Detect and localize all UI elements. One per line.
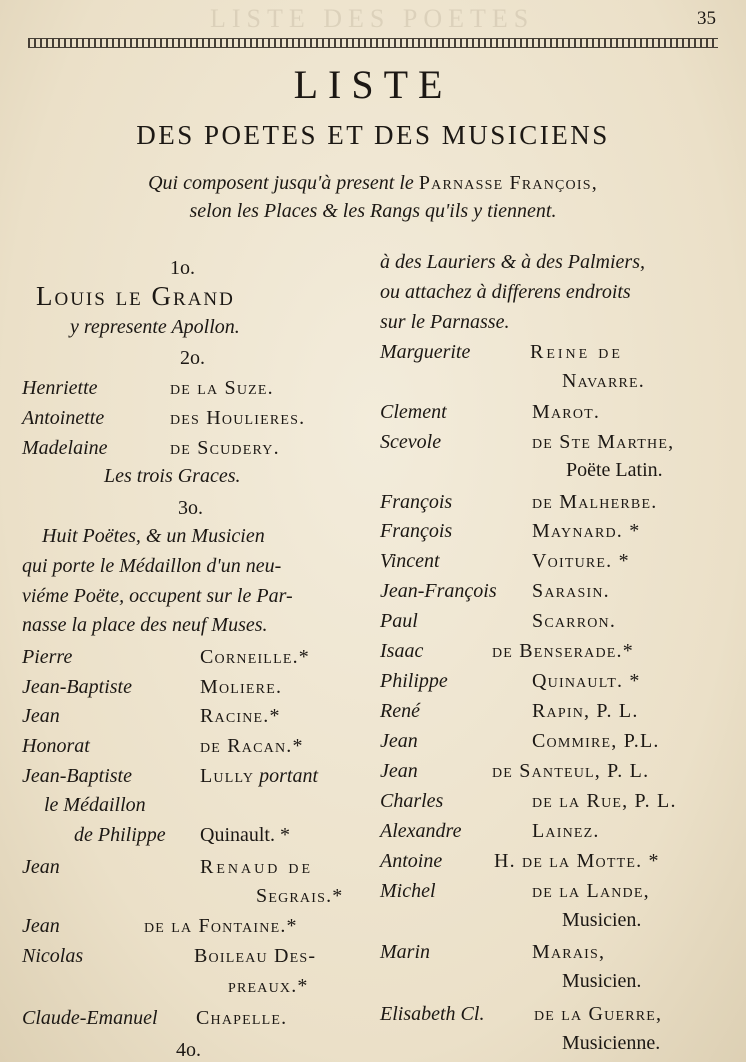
first-name: René [380, 700, 420, 722]
last-name: Marot. [532, 401, 601, 423]
first-name: Paul [380, 610, 418, 632]
last-name: de Santeul, P. L. [492, 760, 650, 782]
first-name: François [380, 520, 453, 542]
first-name: Jean [22, 856, 60, 878]
section-number-2: 2o. [180, 347, 205, 369]
first-name: Elisabeth Cl. [380, 1003, 485, 1025]
last-name [200, 766, 318, 786]
last-name: Commire, P.L. [532, 730, 660, 752]
first-name: Jean-Baptiste [22, 676, 132, 698]
medaillon-line: le Médaillon [44, 794, 146, 816]
last-name: Chapelle. [196, 1007, 288, 1029]
last-name: Moliere. [200, 676, 283, 698]
musicienne-line: Musicienne. [562, 1032, 661, 1054]
last-name: Voiture. * [532, 550, 630, 572]
first-name: Marguerite [380, 341, 471, 363]
last-name: Reine de [530, 341, 623, 363]
first-name: Vincent [380, 550, 440, 572]
intro-line-2: selon les Places & les Rangs qu'ils y tiennent. [189, 200, 557, 222]
paragraph-line: nasse la place des neuf Muses. [22, 614, 268, 636]
first-name: Henriette [22, 377, 98, 399]
first-name: Claude-Emanuel [22, 1007, 158, 1029]
musicien-line: Musicien. [562, 909, 642, 931]
last-name: de Benserade.* [492, 640, 634, 662]
last-name: de la Rue, P. L. [532, 790, 677, 812]
last-name: de Racan.* [200, 735, 304, 757]
first-name: Philippe [380, 670, 448, 692]
first-name: François [380, 491, 453, 513]
first-name: Madelaine [22, 437, 108, 459]
first-name: Pierre [22, 646, 73, 668]
last-name-caps: Lully [200, 765, 255, 787]
bleed-through-text: LISTE DES POETES [210, 4, 535, 33]
paragraph-line: ou attachez à differens endroits [380, 281, 631, 303]
graces-line: Les trois Graces. [104, 465, 241, 487]
first-name: de Philippe [74, 824, 166, 846]
last-name: Quinault. * [532, 670, 641, 692]
last-name: Marais, [532, 941, 606, 963]
intro-line-1-italic: Qui composent jusqu'à present le [148, 172, 414, 194]
paragraph-line: viéme Poëte, occupent sur le Par- [22, 585, 293, 607]
paragraph-line: qui porte le Médaillon d'un neu- [22, 555, 282, 577]
last-name: de la Guerre, [534, 1003, 663, 1025]
apollon-line: y represente Apollon. [70, 316, 240, 338]
last-name: Renaud de [200, 856, 313, 878]
ornamental-border [28, 38, 718, 48]
last-name: Racine.* [200, 705, 281, 727]
first-name: Michel [380, 880, 436, 902]
first-name: Isaac [380, 640, 424, 662]
first-name: Antoine [380, 850, 443, 872]
last-name: de Malherbe. [532, 491, 658, 513]
last-name: Corneille.* [200, 646, 310, 668]
first-name: Honorat [22, 735, 90, 757]
poete-latin-line: Poëte Latin. [566, 459, 663, 481]
last-name: Quinault. * [200, 824, 290, 846]
last-name: Boileau Des- [194, 945, 317, 967]
segrais-line: Segrais.* [256, 885, 344, 907]
paragraph-line: Huit Poëtes, & un Musicien [42, 525, 265, 547]
first-name: Jean-Baptiste [22, 765, 132, 787]
first-name: Jean [380, 760, 418, 782]
first-name: Jean [22, 915, 60, 937]
last-name: Rapin, P. L. [532, 700, 639, 722]
last-name: de la Suze. [170, 377, 274, 399]
last-name: H. de la Motte. * [494, 850, 660, 872]
louis-le-grand: Louis le Grand [36, 281, 235, 311]
first-name: Charles [380, 790, 444, 812]
last-name-italic: portant [259, 765, 319, 787]
first-name: Jean [22, 705, 60, 727]
first-name: Nicolas [22, 945, 84, 967]
first-name: Marin [380, 941, 430, 963]
preaux-line: preaux.* [228, 975, 309, 997]
page-subtitle: DES POETES ET DES MUSICIENS [136, 120, 610, 150]
last-name: Maynard. * [532, 520, 641, 542]
section-number-1: 1o. [170, 257, 195, 279]
last-name: de Scudery. [170, 437, 280, 459]
musicien-line: Musicien. [562, 970, 642, 992]
intro-line-1 [0, 173, 746, 193]
first-name: Scevole [380, 431, 442, 453]
navarre-line: Navarre. [562, 370, 645, 392]
first-name: Jean-François [380, 580, 497, 602]
last-name: de la Lande, [532, 880, 650, 902]
section-number-3: 3o. [178, 497, 203, 519]
last-name: Sarasin. [532, 580, 610, 602]
paragraph-line: à des Lauriers & à des Palmiers, [380, 251, 645, 273]
first-name: Jean [380, 730, 418, 752]
last-name: des Houlieres. [170, 407, 306, 429]
last-name: Scarron. [532, 610, 617, 632]
last-name: Lainez. [532, 820, 600, 842]
intro-line-1-caps: Parnasse François, [418, 172, 598, 194]
first-name: Antoinette [22, 407, 105, 429]
page-title: LISTE [293, 62, 453, 107]
last-name: de Ste Marthe, [532, 431, 675, 453]
page-number: 35 [697, 8, 716, 29]
last-name: de la Fontaine.* [144, 915, 298, 937]
paragraph-line: sur le Parnasse. [380, 311, 510, 333]
first-name: Alexandre [380, 820, 462, 842]
section-number-4: 4o. [176, 1039, 201, 1061]
first-name: Clement [380, 401, 447, 423]
